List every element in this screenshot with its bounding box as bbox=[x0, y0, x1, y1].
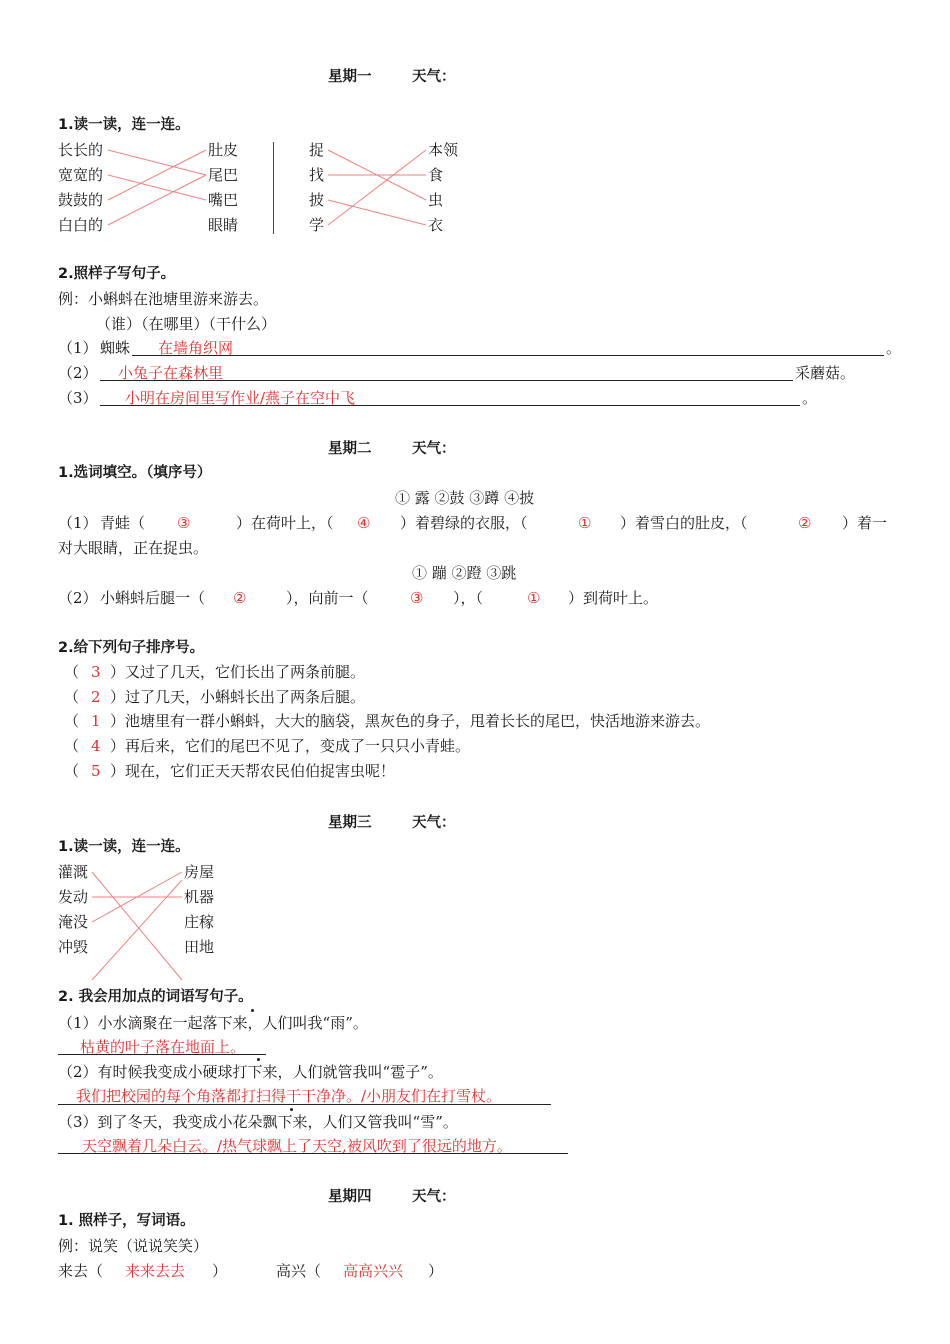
answer-text: 4 bbox=[91, 737, 101, 755]
word-item: 嘴巴 bbox=[208, 191, 239, 209]
sentence-part: ）着碧绿的衣服，（ bbox=[400, 514, 528, 532]
paren-open: （ bbox=[64, 688, 80, 706]
word-item: 眼睛 bbox=[208, 216, 239, 234]
day2-q1-options-2: ① 蹦 ②蹬 ③跳 bbox=[412, 564, 517, 582]
sentence-tail: 对大眼睛，正在捉虫。 bbox=[58, 539, 209, 557]
day3-weather-label: 天气： bbox=[412, 815, 456, 831]
answer-text: ① bbox=[527, 589, 541, 607]
day3-q1-title: 1.读一读，连一连。 bbox=[58, 839, 190, 855]
match-line bbox=[108, 175, 206, 225]
answer-text: ③ bbox=[410, 589, 424, 607]
match-line bbox=[108, 175, 206, 200]
day4-weather-label: 天气： bbox=[412, 1189, 456, 1205]
item-suffix: 。 bbox=[886, 339, 902, 357]
word-item: 冲毁 bbox=[58, 938, 89, 956]
word-item: 捉 bbox=[309, 141, 325, 159]
sentence-text: （2）有时候我变成小硬球打下来，人们就管我叫“雹子”。 bbox=[58, 1063, 443, 1081]
item-number: （2） bbox=[58, 589, 98, 607]
day1-q2-title: 2.照样子写句子。 bbox=[58, 266, 176, 282]
answer-text: 1 bbox=[91, 712, 101, 730]
answer-text: ③ bbox=[177, 514, 191, 532]
word-item: 白白的 bbox=[58, 216, 104, 234]
sentence-text: ）池塘里有一群小蝌蚪，大大的脑袋，黑灰色的身子，甩着长长的尾巴，快活地游来游去。 bbox=[110, 712, 711, 730]
word-item: 鼓鼓的 bbox=[58, 191, 104, 209]
paren-open: （ bbox=[64, 737, 80, 755]
item-suffix: 。 bbox=[802, 389, 818, 407]
word-item: 机器 bbox=[184, 888, 215, 906]
day4-title: 星期四 bbox=[328, 1189, 372, 1205]
word-item: 尾巴 bbox=[208, 166, 239, 184]
answer-text: 2 bbox=[91, 688, 101, 706]
answer-text: 小兔子在森林里 bbox=[118, 364, 224, 382]
word-item: 长长的 bbox=[58, 141, 104, 159]
sentence-part: ）着一 bbox=[842, 514, 888, 532]
answer-text: 天空飘着几朵白云。/热气球飘上了天空,被风吹到了很远的地方。 bbox=[82, 1137, 512, 1155]
word-item: 宽宽的 bbox=[58, 166, 104, 184]
word-item: 田地 bbox=[184, 938, 215, 956]
sentence-part: ），（ bbox=[453, 589, 484, 607]
word-item: 灌溉 bbox=[58, 863, 89, 881]
sentence-text: ）又过了几天，它们长出了两条前腿。 bbox=[110, 663, 366, 681]
answer-text: ④ bbox=[357, 514, 371, 532]
paren-open: （ bbox=[64, 663, 80, 681]
day4-q1-example: 例：说笑（说说笑笑） bbox=[58, 1237, 209, 1255]
sentence-part: ），向前一（ bbox=[286, 589, 369, 607]
day3-title: 星期三 bbox=[328, 815, 372, 831]
day1-q1-title: 1.读一读，连一连。 bbox=[58, 117, 190, 133]
answer-text: 3 bbox=[91, 663, 101, 681]
answer-text: 高高兴兴 bbox=[343, 1262, 404, 1280]
day4-q1-title: 1. 照样子，写词语。 bbox=[58, 1213, 195, 1229]
item-number: （3） bbox=[58, 389, 98, 407]
match-line bbox=[328, 150, 426, 225]
item-prefix: 蜘蛛 bbox=[100, 339, 131, 357]
answer-text: ② bbox=[798, 514, 812, 532]
emphasis-dot bbox=[251, 1009, 254, 1012]
paren-close: ） bbox=[212, 1262, 228, 1280]
paren-open: （ bbox=[64, 762, 80, 780]
word-item: 发动 bbox=[58, 888, 89, 906]
answer-text: 来来去去 bbox=[125, 1262, 186, 1280]
word-prompt: 来去（ bbox=[58, 1262, 104, 1280]
answer-text: 在墙角织网 bbox=[158, 339, 234, 357]
word-item: 淹没 bbox=[58, 913, 89, 931]
item-number: （2） bbox=[58, 364, 98, 382]
item-suffix: 采蘑菇。 bbox=[795, 364, 856, 382]
answer-text: ② bbox=[233, 589, 247, 607]
word-item: 披 bbox=[309, 191, 325, 209]
word-item: 庄稼 bbox=[184, 913, 215, 931]
match-line bbox=[108, 150, 206, 200]
sentence-part: ）在荷叶上，（ bbox=[236, 514, 334, 532]
day3-q2-title: 2. 我会用加点的词语写句子。 bbox=[58, 989, 253, 1005]
match-line bbox=[328, 200, 426, 225]
sentence-part: ）到荷叶上。 bbox=[568, 589, 659, 607]
sentence-part: 青蛙（ bbox=[100, 514, 146, 532]
answer-underline bbox=[58, 1104, 551, 1105]
answer-text: 小明在房间里写作业/燕子在空中飞 bbox=[125, 389, 356, 407]
word-item: 本领 bbox=[428, 141, 459, 159]
day2-q1-options: ① 露 ②鼓 ③蹲 ④披 bbox=[395, 489, 535, 507]
day2-weather-label: 天气： bbox=[412, 441, 456, 457]
sentence-part: ）着雪白的肚皮，（ bbox=[620, 514, 748, 532]
paren-close: ） bbox=[428, 1262, 444, 1280]
word-item: 房屋 bbox=[184, 863, 215, 881]
match-line bbox=[92, 880, 182, 980]
word-item: 找 bbox=[309, 166, 325, 184]
match-line bbox=[92, 872, 182, 980]
answer-text: 我们把校园的每个角落都打扫得干干净净。/小朋友们在打雪杖。 bbox=[76, 1087, 502, 1105]
answer-text: ① bbox=[578, 514, 592, 532]
day1-title: 星期一 bbox=[328, 69, 372, 85]
day2-title: 星期二 bbox=[328, 441, 372, 457]
word-prompt: 高兴（ bbox=[276, 1262, 322, 1280]
answer-underline bbox=[100, 405, 800, 406]
word-item: 衣 bbox=[428, 216, 444, 234]
day1-weather-label: 天气： bbox=[412, 69, 456, 85]
day1-q2-hint: （谁）（在哪里）（干什么） bbox=[96, 315, 277, 333]
emphasis-dot bbox=[257, 1058, 260, 1061]
word-item: 肚皮 bbox=[208, 141, 239, 159]
day2-q2-title: 2.给下列句子排序号。 bbox=[58, 640, 205, 656]
item-number: （1） bbox=[58, 339, 98, 357]
item-number: （1） bbox=[58, 514, 98, 532]
paren-open: （ bbox=[64, 712, 80, 730]
word-item: 虫 bbox=[428, 191, 444, 209]
answer-underline bbox=[100, 380, 793, 381]
sentence-part: 小蝌蚪后腿一（ bbox=[100, 589, 206, 607]
answer-text: 5 bbox=[91, 762, 101, 780]
day1-q2-example: 例：小蝌蚪在池塘里游来游去。 bbox=[58, 290, 269, 308]
answer-underline bbox=[58, 1153, 568, 1154]
word-item: 学 bbox=[309, 216, 325, 234]
sentence-text: （1）小水滴聚在一起落下来，人们叫我“雨”。 bbox=[58, 1014, 368, 1032]
word-item: 食 bbox=[428, 166, 444, 184]
answer-underline bbox=[58, 1054, 266, 1055]
sentence-text: ）过了几天，小蝌蚪长出了两条后腿。 bbox=[110, 688, 366, 706]
answer-underline bbox=[132, 355, 884, 356]
sentence-text: ）再后来，它们的尾巴不见了，变成了一只只小青蛙。 bbox=[110, 737, 471, 755]
sentence-text: ）现在，它们正天天帮农民伯伯捉害虫呢！ bbox=[110, 762, 396, 780]
day2-q1-title: 1.选词填空。（填序号） bbox=[58, 465, 212, 481]
emphasis-dot bbox=[290, 1108, 293, 1111]
answer-text: 枯黄的叶子落在地面上。 bbox=[80, 1038, 246, 1056]
match-line bbox=[108, 150, 206, 175]
sentence-text: （3）到了冬天，我变成小花朵飘下来，人们又管我叫“雪”。 bbox=[58, 1113, 458, 1131]
